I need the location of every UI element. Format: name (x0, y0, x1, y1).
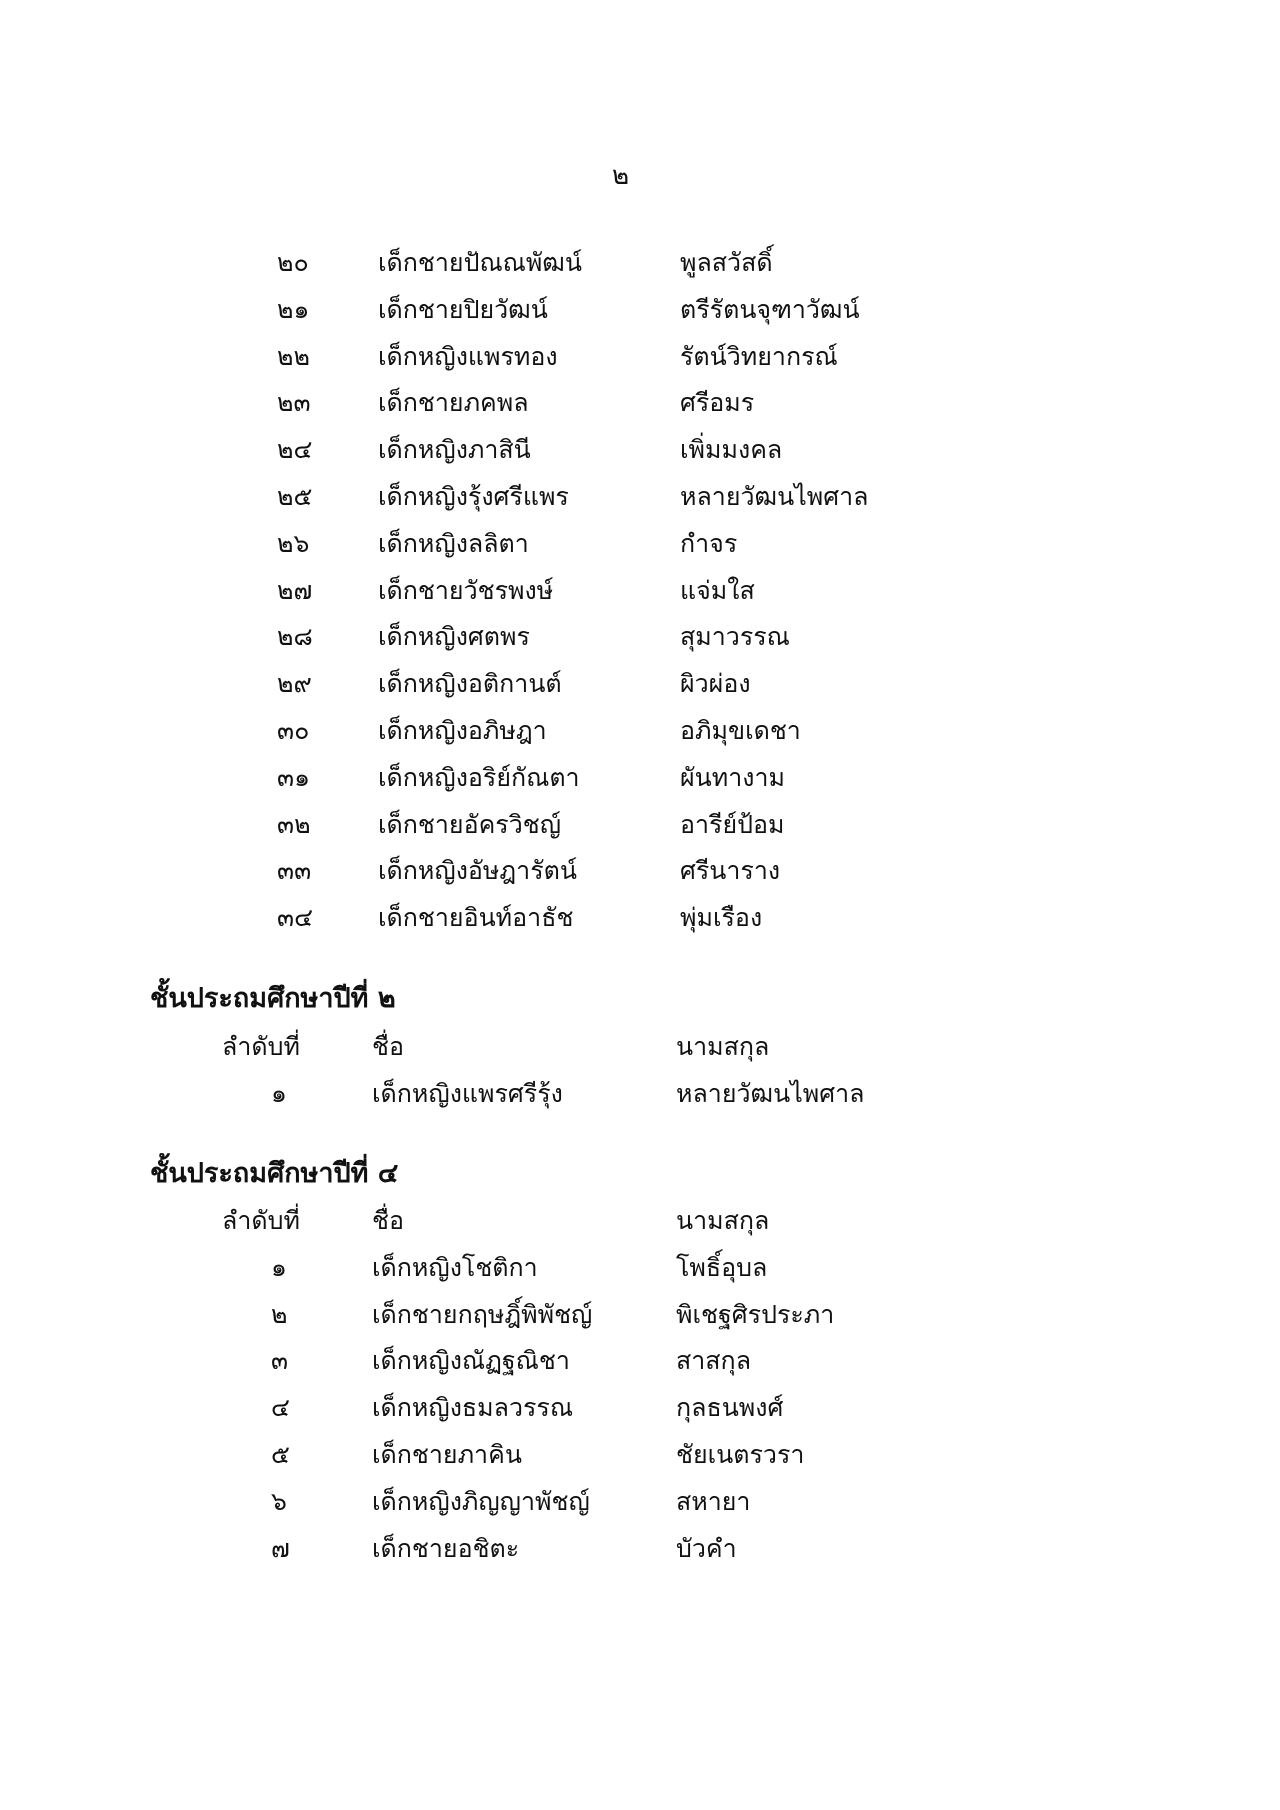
table-row (0, 334, 1280, 381)
surname-cell: กำจร (680, 528, 738, 558)
grade-4-heading: ชั้นประถมศึกษาปีที่ ๔ (150, 1158, 399, 1189)
name-cell: เด็กชายภาคิน (372, 1439, 522, 1469)
table-row (0, 1071, 1280, 1118)
no-cell: ๑ (271, 1252, 287, 1282)
no-cell: ๒๓ (277, 388, 311, 418)
table-row (0, 1338, 1280, 1385)
surname-cell: พิเชฐศิรประภา (676, 1299, 835, 1329)
name-cell: เด็กชายปัณณพัฒน์ (378, 248, 582, 277)
table-row (0, 1432, 1280, 1479)
no-cell: ๑ (271, 1078, 287, 1108)
surname-cell: โพธิ์อุบล (676, 1252, 768, 1282)
surname-cell: ชัยเนตรวรา (676, 1439, 805, 1469)
no-cell: ๓๒ (277, 809, 311, 839)
grade-2-heading: ชั้นประถมศึกษาปีที่ ๒ (150, 983, 396, 1014)
table-row (0, 1385, 1280, 1432)
name-cell: เด็กหญิงภิญญาพัชญ์ (372, 1486, 590, 1516)
page-number: ๒ (612, 161, 630, 191)
header-name: ชื่อ (372, 1206, 404, 1235)
no-cell: ๒๔ (277, 435, 313, 465)
table-header (0, 1024, 1280, 1071)
no-cell: ๒๒ (277, 341, 310, 371)
no-cell: ๒๕ (277, 481, 313, 511)
name-cell: เด็กหญิงลลิตา (378, 528, 529, 558)
student-list-continued (0, 240, 1280, 942)
name-cell: เด็กชายภคพล (378, 388, 529, 418)
no-cell: ๓๓ (277, 856, 312, 886)
name-cell: เด็กหญิงอริย์กัณตา (378, 762, 580, 792)
surname-cell: เพิ่มมงคล (680, 435, 783, 465)
no-cell: ๔ (271, 1393, 290, 1423)
table-row (0, 240, 1280, 287)
header-surname: นามสกุล (676, 1032, 770, 1061)
name-cell: เด็กหญิงอัษฎารัตน์ (378, 856, 577, 886)
name-cell: เด็กหญิงอภิษฎา (378, 715, 547, 745)
name-cell: เด็กหญิงโชติกา (372, 1252, 538, 1282)
no-cell: ๒๐ (277, 248, 309, 277)
name-cell: เด็กหญิงแพรศรีรุ้ง (372, 1078, 563, 1108)
surname-cell: สาสกุล (676, 1346, 752, 1376)
no-cell: ๒๖ (277, 528, 310, 558)
table-row (0, 755, 1280, 802)
surname-cell: หลายวัฒนไพศาล (676, 1078, 865, 1108)
no-cell: ๒๙ (277, 669, 312, 699)
header-no: ลำดับที่ (222, 1032, 300, 1061)
header-no: ลำดับที่ (222, 1206, 300, 1235)
table-row (0, 708, 1280, 755)
surname-cell: ผิวผ่อง (680, 669, 751, 699)
surname-cell: ศรีอมร (680, 388, 755, 418)
table-row (0, 1245, 1280, 1292)
table-row (0, 802, 1280, 849)
name-cell: เด็กหญิงอติกานต์ (378, 669, 562, 699)
name-cell: เด็กชายวัชรพงษ์ (378, 575, 554, 605)
table-row (0, 427, 1280, 474)
name-cell: เด็กหญิงแพรทอง (378, 341, 558, 371)
table-row (0, 614, 1280, 661)
table-row (0, 380, 1280, 427)
grade-2-table (0, 1024, 1280, 1118)
name-cell: เด็กหญิงณัฏฐณิชา (372, 1346, 570, 1376)
surname-cell: กุลธนพงศ์ (676, 1393, 784, 1423)
table-row (0, 474, 1280, 521)
surname-cell: พูลสวัสดิ์ (680, 248, 773, 277)
name-cell: เด็กหญิงภาสินี (378, 435, 531, 465)
no-cell: ๒ (271, 1299, 288, 1329)
table-header (0, 1198, 1280, 1245)
no-cell: ๕ (271, 1439, 290, 1469)
table-row (0, 521, 1280, 568)
name-cell: เด็กชายอชิตะ (372, 1533, 520, 1563)
no-cell: ๖ (271, 1486, 287, 1516)
table-row (0, 848, 1280, 895)
no-cell: ๓ (271, 1346, 289, 1376)
surname-cell: บัวคำ (676, 1533, 737, 1563)
surname-cell: สหายา (676, 1486, 751, 1516)
name-cell: เด็กชายปิยวัฒน์ (378, 294, 548, 324)
table-row (0, 568, 1280, 615)
name-cell: เด็กชายอัครวิชญ์ (378, 809, 562, 839)
table-row (0, 1479, 1280, 1526)
name-cell: เด็กหญิงรุ้งศรีแพร (378, 481, 569, 511)
no-cell: ๓๐ (277, 715, 310, 745)
table-row (0, 1292, 1280, 1339)
name-cell: เด็กหญิงศตพร (378, 622, 530, 652)
grade-4-table (0, 1198, 1280, 1572)
table-row (0, 895, 1280, 942)
no-cell: ๒๘ (277, 622, 313, 652)
header-surname: นามสกุล (676, 1206, 770, 1235)
surname-cell: ผันทางาม (680, 762, 785, 792)
table-row (0, 287, 1280, 334)
no-cell: ๗ (271, 1533, 290, 1563)
surname-cell: ตรีรัตนจุฑาวัฒน์ (680, 294, 860, 324)
table-row (0, 1526, 1280, 1573)
surname-cell: อารีย์ป้อม (680, 809, 785, 839)
surname-cell: หลายวัฒนไพศาล (680, 481, 869, 511)
no-cell: ๒๗ (277, 575, 313, 605)
surname-cell: ศรีนาราง (680, 856, 781, 886)
name-cell: เด็กหญิงธมลวรรณ (372, 1393, 574, 1423)
name-cell: เด็กชายกฤษฎิ์พิพัชญ์ (372, 1299, 593, 1329)
surname-cell: แจ่มใส (680, 575, 755, 605)
surname-cell: รัตน์วิทยากรณ์ (680, 341, 838, 371)
header-name: ชื่อ (372, 1032, 404, 1061)
surname-cell: สุมาวรรณ (680, 622, 790, 652)
surname-cell: อภิมุขเดชา (680, 715, 801, 745)
table-row (0, 661, 1280, 708)
name-cell: เด็กชายอินท์อาธัช (378, 903, 574, 933)
no-cell: ๓๔ (277, 903, 314, 933)
surname-cell: พุ่มเรือง (680, 903, 763, 933)
no-cell: ๒๑ (277, 294, 310, 324)
no-cell: ๓๑ (277, 762, 310, 792)
